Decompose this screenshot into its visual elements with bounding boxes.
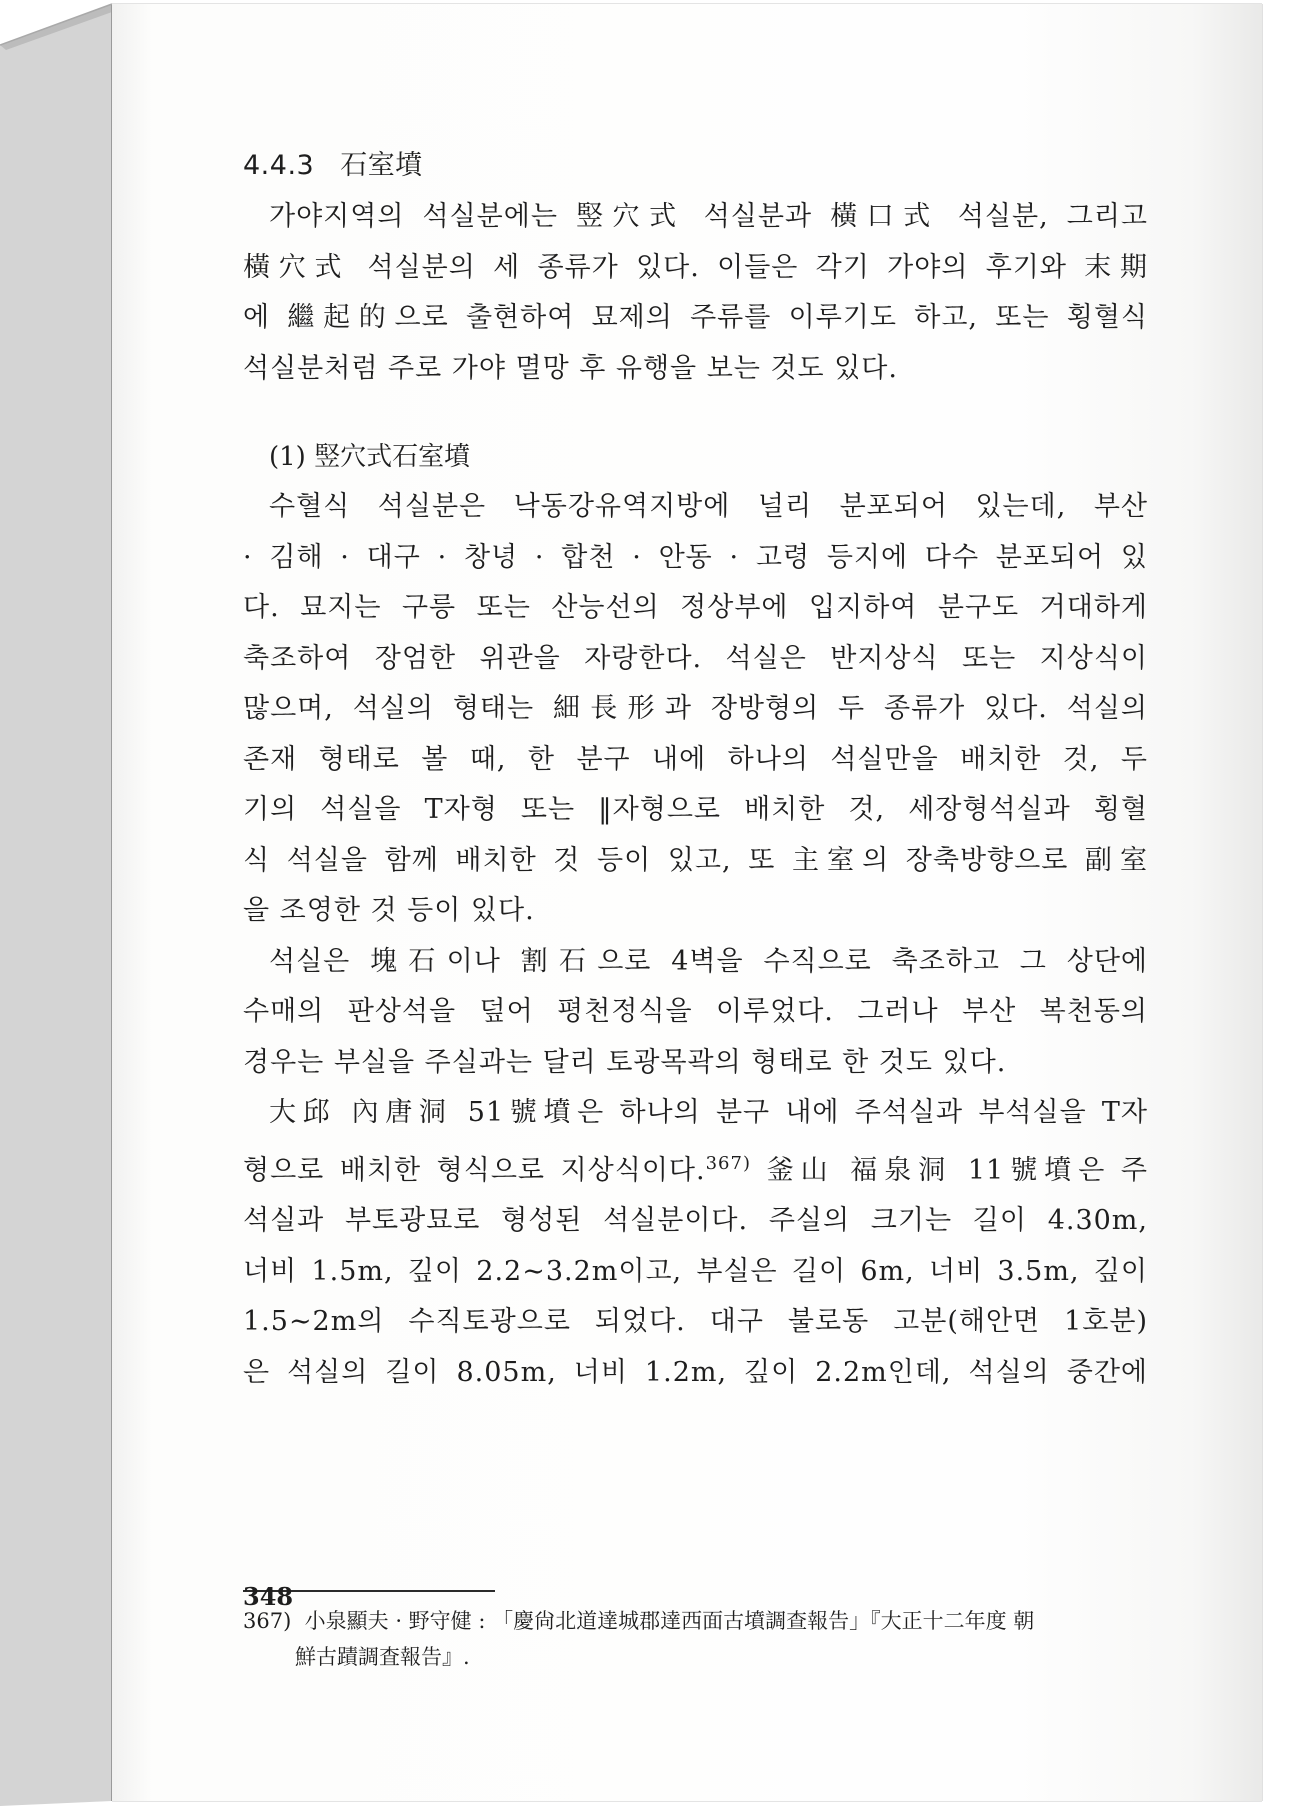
page-number: 348 [243, 1582, 294, 1611]
intro-paragraph [243, 192, 1148, 394]
paragraph-line: 1.5∼2m의 수직토광으로 되었다. 대구 불로동 고분(해안면 1호분) [243, 1306, 1148, 1337]
paragraph-line: 을 조영한 것 등이 있다. [243, 895, 535, 926]
paragraph-line: 석실분처럼 주로 가야 멸망 후 유행을 보는 것도 있다. [243, 352, 898, 384]
paragraph-text: 釜山 福泉洞 11號墳은 주 [751, 1154, 1148, 1186]
paragraph-line: 기의 석실을 T자형 또는 ‖자형으로 배치한 것, 세장형석실과 횡혈 [243, 794, 1148, 825]
paragraph-3 [243, 1088, 1148, 1398]
footnote-reference[interactable]: 367) [705, 1152, 751, 1174]
footnote-marker: 367) [243, 1609, 292, 1633]
paragraph-line: 에 繼起的으로 출현하여 묘제의 주류를 이루기도 하고, 또는 횡혈식 [243, 302, 1148, 333]
paragraph-1 [243, 482, 1148, 937]
paragraph-line-with-ref [243, 1139, 1148, 1197]
paragraph-text: 형으로 배치한 형식으로 지상식이다. [243, 1154, 706, 1186]
paragraph-line: 橫穴式 석실분의 세 종류가 있다. 이들은 각기 가야의 후기와 末期 [243, 251, 1148, 283]
footnote-text: 小泉顯夫 · 野守健 : 「慶尙北道達城郡達西面古墳調查報告」『大正十二年度 朝 [304, 1609, 1035, 1633]
paragraph-line: 석실과 부토광묘로 형성된 석실분이다. 주실의 크기는 길이 4.30m, [243, 1205, 1148, 1236]
footnote [243, 1603, 1143, 1675]
footnote-line: 鮮古蹟調査報告』. [295, 1645, 470, 1669]
paragraph-line: 다. 묘지는 구릉 또는 산능선의 정상부에 입지하여 분구도 거대하게 [243, 592, 1148, 623]
paragraph-line: 너비 1.5m, 깊이 2.2∼3.2m이고, 부실은 길이 6m, 너비 3.5m, 깊이 [243, 1255, 1148, 1287]
section-heading [243, 140, 1148, 192]
subsection-heading: (1) 竪穴式石室墳 [269, 442, 471, 472]
paragraph-line: 축조하여 장엄한 위관을 자랑한다. 석실은 반지상식 또는 지상식이 [243, 642, 1148, 674]
paragraph-line: 석실은 塊石이나 割石으로 4벽을 수직으로 축조하고 그 상단에 [269, 945, 1148, 977]
section-number: 4.4.3 [243, 150, 315, 181]
paragraph-line: 大邱 內唐洞 51號墳은 하나의 분구 내에 주석실과 부석실을 T자 [269, 1097, 1148, 1128]
paragraph-line: 수혈식 석실분은 낙동강유역지방에 널리 분포되어 있는데, 부산 [269, 491, 1148, 522]
paragraph-line: 가야지역의 석실분에는 竪穴式 석실분과 橫口式 석실분, 그리고 [269, 201, 1148, 232]
paragraph-line: 많으며, 석실의 형태는 細長形과 장방형의 두 종류가 있다. 석실의 [243, 693, 1148, 724]
paragraph-line: · 김해 · 대구 · 창녕 · 합천 · 안동 · 고령 등지에 다수 분포되어 있 [243, 541, 1148, 573]
paragraph-line: 은 석실의 길이 8.05m, 너비 1.2m, 깊이 2.2m인데, 석실의 중간에 [243, 1356, 1148, 1388]
paragraph-line: 식 석실을 함께 배치한 것 등이 있고, 또 主室의 장축방향으로 副室 [243, 844, 1148, 876]
footnote-line [243, 1603, 1143, 1639]
paragraph-2 [243, 937, 1148, 1089]
paragraph-line: 수매의 판상석을 덮어 평천정식을 이루었다. 그러나 부산 복천동의 [243, 996, 1148, 1027]
paragraph-line: 존재 형태로 볼 때, 한 분구 내에 하나의 석실만을 배치한 것, 두 [243, 743, 1148, 775]
paragraph-line: 경우는 부실을 주실과는 달리 토광목곽의 형태로 한 것도 있다. [243, 1046, 1007, 1078]
section-title: 石室墳 [340, 150, 423, 181]
page-content [243, 140, 1148, 1398]
